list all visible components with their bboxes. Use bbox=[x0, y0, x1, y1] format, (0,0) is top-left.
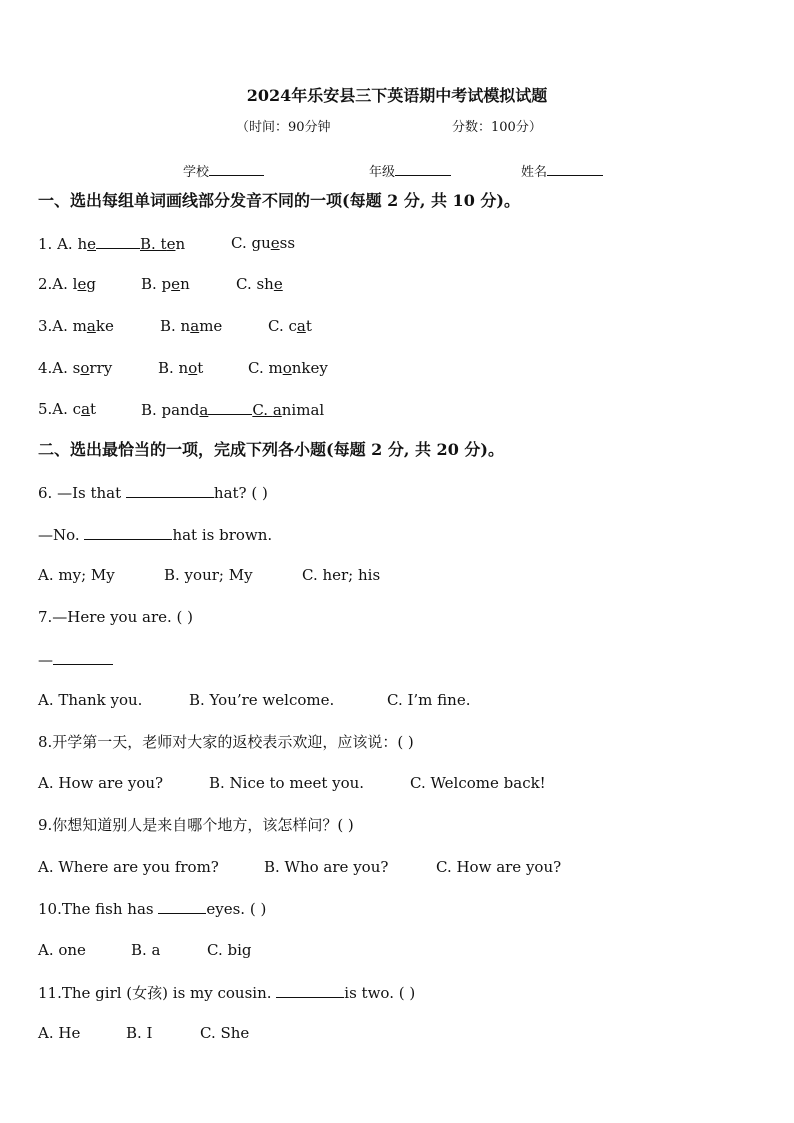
q10-option-b[interactable]: B. a bbox=[131, 941, 161, 959]
q8-option-a[interactable]: A. How are you? bbox=[38, 774, 164, 792]
q9-option-c[interactable]: C. How are you? bbox=[436, 858, 562, 876]
question-6-line-1: 6. —Is that hat? ( ) bbox=[38, 484, 268, 502]
q6-option-b[interactable]: B. your; My bbox=[164, 566, 253, 584]
question-5-options-bc: B. panda C. animal bbox=[141, 401, 325, 419]
q10-option-c[interactable]: C. big bbox=[207, 941, 252, 959]
question-4-option-b: B. not bbox=[158, 359, 204, 377]
answer-blank[interactable] bbox=[53, 649, 113, 665]
q11-option-a[interactable]: A. He bbox=[38, 1024, 81, 1042]
page-title: 2024年乐安县三下英语期中考试模拟试题 bbox=[246, 86, 548, 105]
q6-option-a[interactable]: A. my; My bbox=[38, 566, 115, 584]
question-11: 11.The girl (女孩) is my cousin. is two. ( ) bbox=[38, 984, 416, 1002]
question-3-option-c: C. cat bbox=[268, 317, 312, 335]
q11-option-b[interactable]: B. I bbox=[126, 1024, 153, 1042]
question-2-option-a: 2.A. leg bbox=[38, 275, 96, 293]
question-4-option-c: C. monkey bbox=[248, 359, 328, 377]
q8-option-b[interactable]: B. Nice to meet you. bbox=[209, 774, 365, 792]
q8-option-c[interactable]: C. Welcome back! bbox=[410, 774, 546, 792]
grade-blank[interactable] bbox=[395, 160, 451, 176]
school-blank[interactable] bbox=[209, 160, 264, 176]
answer-blank[interactable] bbox=[84, 524, 172, 540]
q10-option-a[interactable]: A. one bbox=[38, 941, 86, 959]
blank-line bbox=[208, 399, 252, 415]
name-blank[interactable] bbox=[547, 160, 603, 176]
exam-score: 分数：100分） bbox=[452, 120, 542, 135]
q7-option-b[interactable]: B. You’re welcome. bbox=[189, 691, 335, 709]
question-4-option-a: 4.A. sorry bbox=[38, 359, 113, 377]
answer-blank[interactable] bbox=[126, 482, 214, 498]
question-6-line-2: —No. hat is brown. bbox=[38, 526, 273, 544]
question-7: 7.—Here you are. ( ) bbox=[38, 608, 194, 626]
section1-heading: 一、选出每组单词画线部分发音不同的一项(每题 2 分, 共 10 分)。 bbox=[38, 191, 520, 210]
question-5-option-a: 5.A. cat bbox=[38, 400, 97, 418]
answer-blank[interactable] bbox=[158, 898, 206, 914]
name-label: 姓名 bbox=[521, 165, 548, 180]
question-9: 9.你想知道别人是来自哪个地方，该怎样问？( ) bbox=[38, 816, 354, 834]
q9-option-a[interactable]: A. Where are you from? bbox=[38, 858, 219, 876]
section2-heading: 二、选出最恰当的一项，完成下列各小题(每题 2 分, 共 20 分)。 bbox=[38, 440, 504, 459]
question-1-option-c: C. guess bbox=[231, 234, 296, 252]
question-3-option-b: B. name bbox=[160, 317, 223, 335]
q7-option-a[interactable]: A. Thank you. bbox=[38, 691, 143, 709]
school-field[interactable] bbox=[183, 160, 264, 183]
grade-label: 年级 bbox=[369, 165, 396, 180]
question-10: 10.The fish has eyes. ( ) bbox=[38, 900, 267, 918]
school-label: 学校 bbox=[183, 165, 210, 180]
question-1: 1. A. he B. ten bbox=[38, 235, 186, 253]
question-3-option-a: 3.A. make bbox=[38, 317, 114, 335]
q9-option-b[interactable]: B. Who are you? bbox=[264, 858, 389, 876]
blank-line bbox=[96, 233, 140, 249]
answer-blank[interactable] bbox=[276, 982, 344, 998]
exam-time: （时间：90分钟 bbox=[236, 120, 331, 135]
q11-option-c[interactable]: C. She bbox=[200, 1024, 250, 1042]
question-2-option-b: B. pen bbox=[141, 275, 190, 293]
question-7-line-2: — bbox=[38, 649, 113, 670]
name-field[interactable] bbox=[521, 160, 603, 183]
q6-option-c[interactable]: C. her; his bbox=[302, 566, 381, 584]
question-8: 8.开学第一天，老师对大家的返校表示欢迎，应该说：( ) bbox=[38, 733, 414, 751]
grade-field[interactable] bbox=[369, 160, 451, 183]
question-2-option-c: C. she bbox=[236, 275, 283, 293]
q7-option-c[interactable]: C. I’m fine. bbox=[387, 691, 471, 709]
